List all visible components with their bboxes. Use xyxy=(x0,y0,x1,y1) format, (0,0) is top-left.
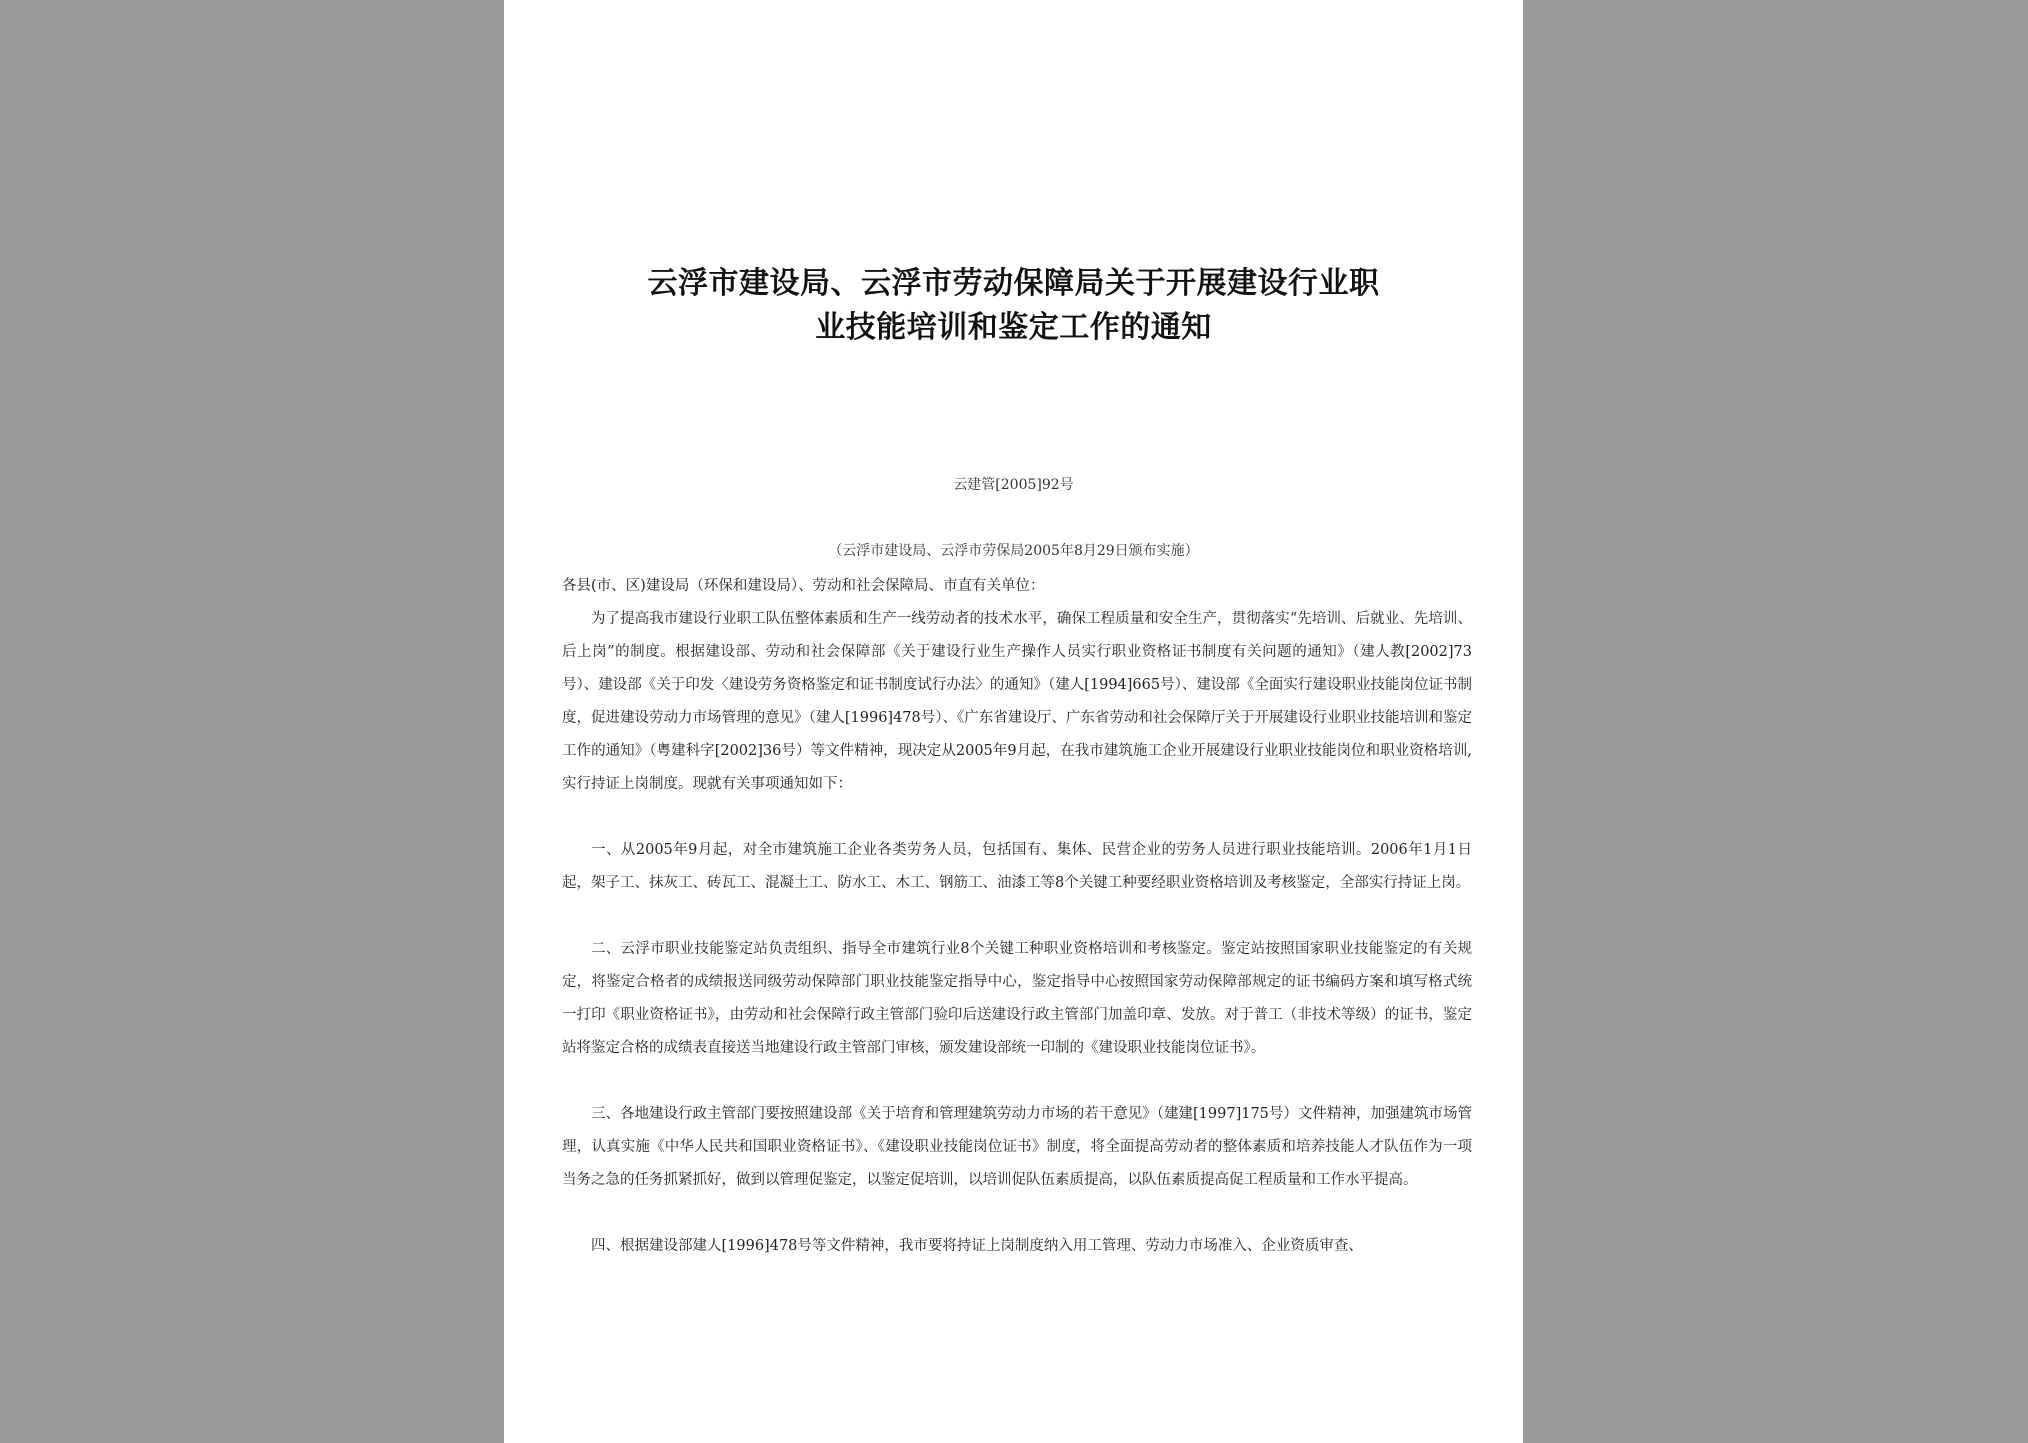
title-line-1: 云浮市建设局、云浮市劳动保障局关于开展建设行业职 xyxy=(647,266,1380,301)
paragraph-2: 二、云浮市职业技能鉴定站负责组织、指导全市建筑行业8个关键工种职业资格培训和考核鉴定。鉴定站按照国家职业技能鉴定的有关规定，将鉴定合格者的成绩报送同级劳动保障部门职业技能鉴定指导中心，鉴定指导中心按照国家劳动保障部规定的证书编码方案和填写格式统一打印《职业资格证书》，由劳动和社会保障行政主管部门验印后送建设行政主管部门加盖印章、发放。对于普工（非技术等级）的证书，鉴定站将鉴定合格的成绩表直接送当地建设行政主管部门审核，颁发建设部统一印制的《建设职业技能岗位证书》。 xyxy=(562,941,1472,1056)
paragraph-4: 四、根据建设部建人[1996]478号等文件精神，我市要将持证上岗制度纳入用工管理、劳动力市场准入、企业资质审查、 xyxy=(591,1238,1363,1254)
title-line-2: 业技能培训和鉴定工作的通知 xyxy=(815,310,1212,345)
paragraph-intro: 为了提高我市建设行业职工队伍整体素质和生产一线劳动者的技术水平，确保工程质量和安全生产，贯彻落实“先培训、后就业、先培训、后上岗”的制度。根据建设部、劳动和社会保障部《关于建设行业生产操作人员实行职业资格证书制度有关问题的通知》（建人教[2002]73号）、建设部《关于印发〈建设劳务资格鉴定和证书制度试行办法〉的通知》（建人[1994]665号）、建设部《全面实行建设职业技能岗位证书制度，促进建设劳动力市场管理的意见》（建人[1996]478号）、《广东省建设厅、广东省劳动和社会保障厅关于开展建设行业职业技能培训和鉴定工作的通知》（粤建科字[2002]36号）等文件精神，现决定从2005年9月起，在我市建筑施工企业开展建设行业职业技能岗位和职业资格培训,实行持证上岗制度。现就有关事项通知如下： xyxy=(562,611,1472,792)
document-number: 云建管[2005]92号 xyxy=(953,477,1074,493)
document-title xyxy=(544,262,1483,350)
issue-note: （云浮市建设局、云浮市劳保局2005年8月29日颁布实施） xyxy=(828,543,1199,559)
paragraph-1: 一、从2005年9月起，对全市建筑施工企业各类劳务人员，包括国有、集体、民营企业的劳务人员进行职业技能培训。2006年1月1日起，架子工、抹灰工、砖瓦工、混凝土工、防水工、木工、钢筋工、油漆工等8个关键工种要经职业资格培训及考核鉴定，全部实行持证上岗。 xyxy=(562,842,1472,891)
document-page xyxy=(504,0,1523,1443)
addressee: 各县(市、区)建设局（环保和建设局）、劳动和社会保障局、市直有关单位： xyxy=(562,578,1045,594)
document-body xyxy=(562,570,1472,1263)
paragraph-3: 三、各地建设行政主管部门要按照建设部《关于培育和管理建筑劳动力市场的若干意见》（建建[1997]175号）文件精神，加强建筑市场管理，认真实施《中华人民共和国职业资格证书》、《建设职业技能岗位证书》制度，将全面提高劳动者的整体素质和培养技能人才队伍作为一项当务之急的任务抓紧抓好，做到以管理促鉴定，以鉴定促培训，以培训促队伍素质提高，以队伍素质提高促工程质量和工作水平提高。 xyxy=(562,1106,1472,1188)
